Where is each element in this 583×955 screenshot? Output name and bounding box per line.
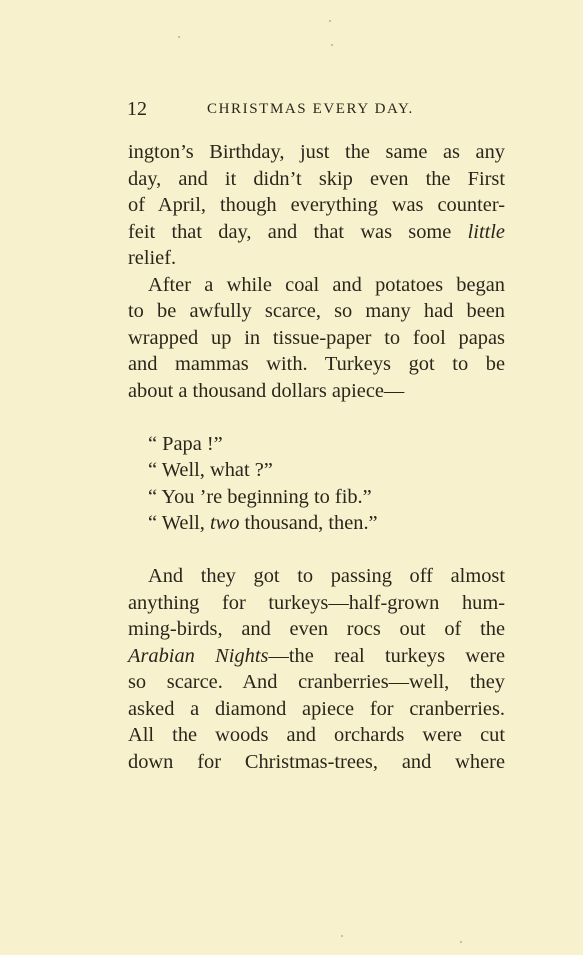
text-segment: “ Well, <box>148 512 210 534</box>
text-line: and mammas with. Turkeys got to be <box>128 353 505 375</box>
dialogue-line: “ You ’re beginning to fib.” <box>148 485 372 508</box>
text-line: of April, though everything was counter- <box>128 194 505 216</box>
text-line: anything for turkeys—half-grown hum- <box>128 591 505 614</box>
text-segment: thousand, then.” <box>239 512 378 534</box>
text-line: relief. <box>128 247 177 269</box>
italic-segment: Arabian Nights <box>128 644 269 667</box>
text-line <box>128 643 505 670</box>
text-line: to be awfully scarce, so many had been <box>128 300 505 322</box>
text-line: asked a diamond apiece for cranberries. <box>128 697 505 720</box>
page-number: 12 <box>127 98 147 120</box>
blank-line <box>128 537 505 564</box>
text-line: And they got to passing off almost <box>148 565 505 587</box>
text-line <box>128 219 505 246</box>
running-title: CHRISTMAS EVERY DAY. <box>207 101 414 117</box>
text-line: After a while coal and potatoes began <box>148 273 505 296</box>
text-line: down for Christmas-trees, and where <box>128 750 505 773</box>
paper-speck <box>341 935 343 937</box>
body-text <box>128 139 505 775</box>
italic-segment: little <box>467 220 505 243</box>
paper-speck <box>460 941 462 943</box>
text-segment: —the real turkeys were <box>268 644 505 667</box>
text-line: ming-birds, and even rocs out of the <box>128 618 505 640</box>
blank-line <box>128 404 505 431</box>
dialogue-line: “ Papa !” <box>148 432 223 455</box>
dialogue-line: “ Well, what ?” <box>148 459 273 481</box>
text-line: so scarce. And cranberries—well, they <box>128 671 505 693</box>
text-segment: feit that day, and that was some <box>128 220 468 243</box>
text-line: day, and it didn’t skip even the First <box>128 167 505 190</box>
text-line: wrapped up in tissue-paper to fool papas <box>128 326 505 349</box>
text-line: ington’s Birthday, just the same as any <box>128 141 505 163</box>
text-line: All the woods and orchards were cut <box>128 724 505 746</box>
page-header <box>127 94 507 124</box>
paper-speck <box>331 44 333 46</box>
paper-speck <box>329 20 331 22</box>
dialogue-line <box>128 510 505 537</box>
text-line: about a thousand dollars apiece— <box>128 379 405 402</box>
paper-speck <box>178 36 180 38</box>
italic-segment: two <box>209 512 240 534</box>
